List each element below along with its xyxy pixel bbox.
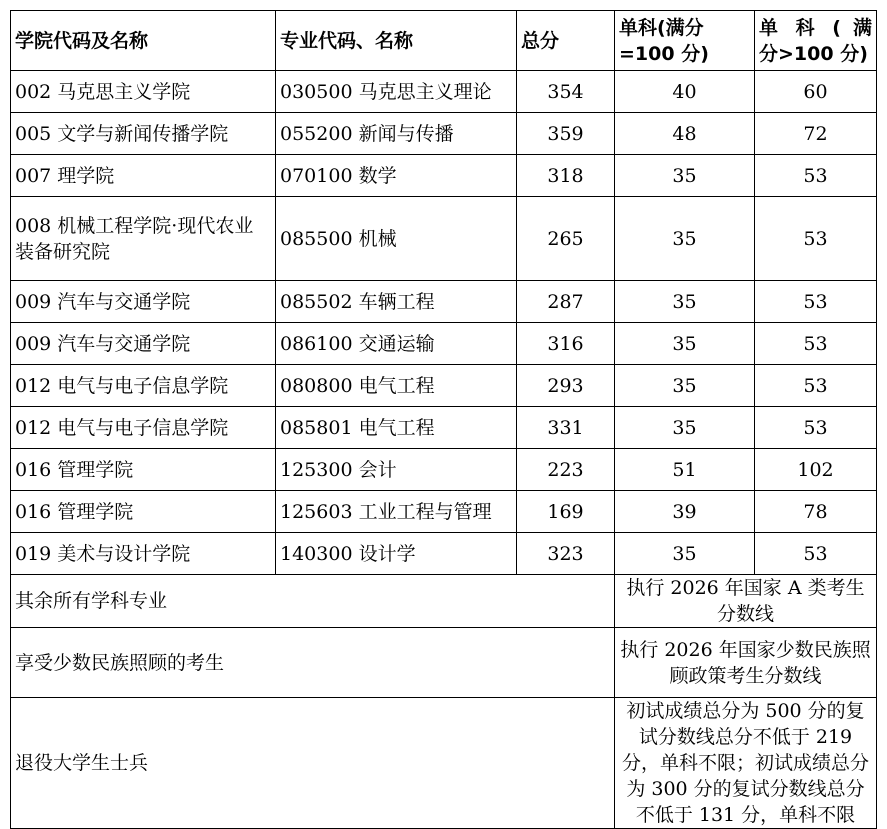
cell-single-100: 35 [615, 197, 755, 281]
cell-major: 125603 工业工程与管理 [276, 491, 517, 533]
cell-major: 085500 机械 [276, 197, 517, 281]
cell-total: 318 [517, 155, 615, 197]
cell-single-gt100: 102 [755, 449, 877, 491]
special-value: 初试成绩总分为 500 分的复试分数线总分不低于 219 分，单科不限；初试成绩总分为 300 分的复试分数线总分不低于 131 分，单科不限 [615, 698, 877, 829]
header-single-gt100-line1: 单 科 ( 满 [759, 16, 872, 39]
cell-college: 008 机械工程学院·现代农业装备研究院 [11, 197, 276, 281]
cell-major: 085502 车辆工程 [276, 281, 517, 323]
header-single-gt100 [755, 11, 877, 71]
special-row-other-majors [11, 575, 877, 628]
cell-major: 140300 设计学 [276, 533, 517, 575]
special-row-minority [11, 628, 877, 698]
cell-single-gt100: 53 [755, 197, 877, 281]
cell-college: 012 电气与电子信息学院 [11, 407, 276, 449]
cell-total: 331 [517, 407, 615, 449]
cell-college: 007 理学院 [11, 155, 276, 197]
cell-total: 354 [517, 71, 615, 113]
cell-single-gt100: 53 [755, 533, 877, 575]
table-row [11, 71, 877, 113]
cell-college: 002 马克思主义学院 [11, 71, 276, 113]
cell-college: 016 管理学院 [11, 449, 276, 491]
table-row [11, 407, 877, 449]
cell-single-gt100: 53 [755, 365, 877, 407]
header-single-gt100-line2: 分>100 分) [759, 42, 868, 65]
cell-single-100: 40 [615, 71, 755, 113]
header-total: 总分 [517, 11, 615, 71]
table-row [11, 533, 877, 575]
cell-single-100: 35 [615, 533, 755, 575]
cell-major: 055200 新闻与传播 [276, 113, 517, 155]
cell-major: 030500 马克思主义理论 [276, 71, 517, 113]
cell-major: 086100 交通运输 [276, 323, 517, 365]
header-single-100-line2: =100 分) [619, 42, 709, 65]
cell-total: 323 [517, 533, 615, 575]
special-label: 退役大学生士兵 [11, 698, 615, 829]
cell-single-gt100: 53 [755, 155, 877, 197]
cell-total: 293 [517, 365, 615, 407]
cell-single-100: 35 [615, 323, 755, 365]
table-row [11, 365, 877, 407]
table-row [11, 281, 877, 323]
cell-single-100: 51 [615, 449, 755, 491]
cell-single-100: 35 [615, 407, 755, 449]
cell-single-gt100: 78 [755, 491, 877, 533]
cell-major: 080800 电气工程 [276, 365, 517, 407]
header-college: 学院代码及名称 [11, 11, 276, 71]
cell-major: 070100 数学 [276, 155, 517, 197]
special-label: 其余所有学科专业 [11, 575, 615, 628]
score-line-table [10, 10, 877, 829]
table-row [11, 113, 877, 155]
cell-college: 009 汽车与交通学院 [11, 281, 276, 323]
cell-single-gt100: 60 [755, 71, 877, 113]
header-single-100 [615, 11, 755, 71]
cell-college: 005 文学与新闻传播学院 [11, 113, 276, 155]
table-row [11, 155, 877, 197]
cell-single-gt100: 53 [755, 281, 877, 323]
special-value: 执行 2026 年国家 A 类考生分数线 [615, 575, 877, 628]
special-label: 享受少数民族照顾的考生 [11, 628, 615, 698]
header-single-100-line1: 单科(满分 [619, 16, 704, 39]
cell-total: 169 [517, 491, 615, 533]
special-row-veterans [11, 698, 877, 829]
cell-total: 287 [517, 281, 615, 323]
table-row [11, 197, 877, 281]
cell-single-100: 35 [615, 365, 755, 407]
table-row [11, 323, 877, 365]
cell-total: 265 [517, 197, 615, 281]
cell-major: 125300 会计 [276, 449, 517, 491]
cell-college: 016 管理学院 [11, 491, 276, 533]
cell-total: 359 [517, 113, 615, 155]
cell-total: 223 [517, 449, 615, 491]
cell-college: 009 汽车与交通学院 [11, 323, 276, 365]
cell-single-100: 35 [615, 155, 755, 197]
table-row [11, 491, 877, 533]
cell-single-gt100: 53 [755, 323, 877, 365]
cell-major: 085801 电气工程 [276, 407, 517, 449]
header-major: 专业代码、名称 [276, 11, 517, 71]
cell-single-100: 35 [615, 281, 755, 323]
table-row [11, 449, 877, 491]
cell-college: 012 电气与电子信息学院 [11, 365, 276, 407]
special-value: 执行 2026 年国家少数民族照顾政策考生分数线 [615, 628, 877, 698]
cell-single-100: 39 [615, 491, 755, 533]
cell-single-gt100: 72 [755, 113, 877, 155]
cell-single-gt100: 53 [755, 407, 877, 449]
header-row [11, 11, 877, 71]
cell-single-100: 48 [615, 113, 755, 155]
cell-college: 019 美术与设计学院 [11, 533, 276, 575]
cell-total: 316 [517, 323, 615, 365]
